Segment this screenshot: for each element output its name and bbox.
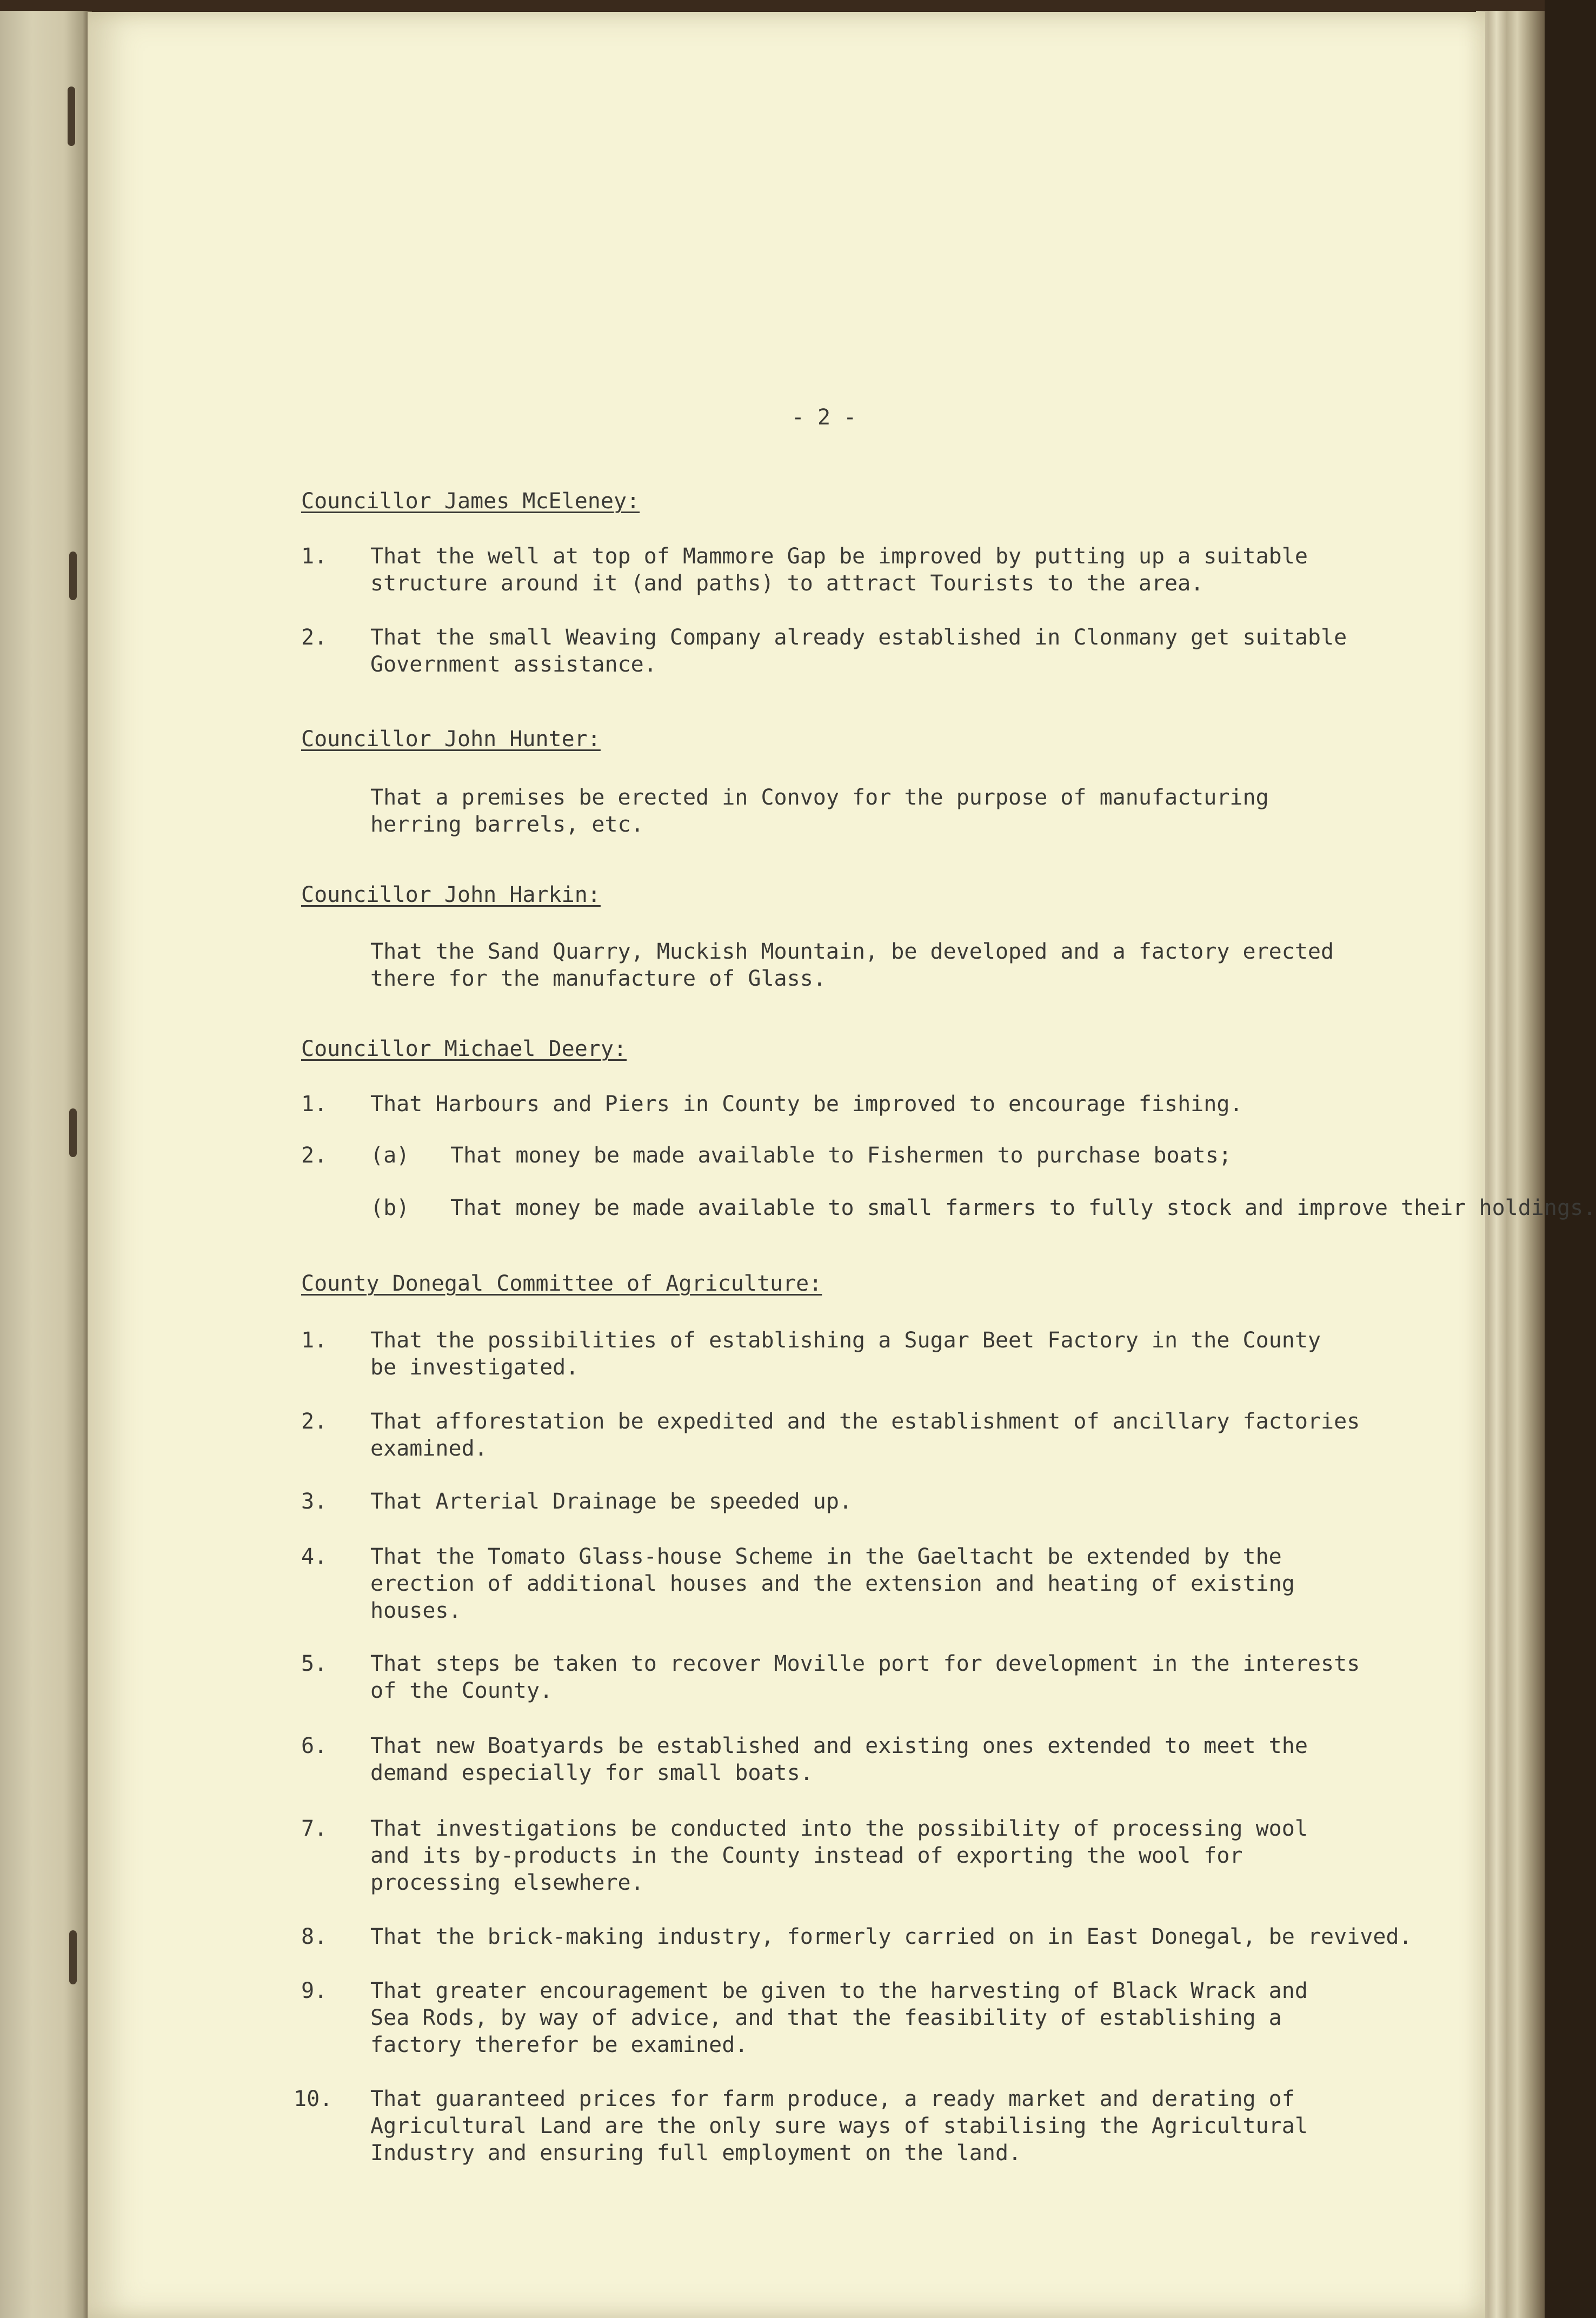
item-line: That Harbours and Piers in County be improved to encourage fishing. bbox=[370, 1092, 1243, 1117]
item-line: structure around it (and paths) to attract Tourists to the area. bbox=[370, 571, 1204, 596]
heading-councillor-deery: Councillor Michael Deery: bbox=[301, 1037, 627, 1061]
document-page bbox=[88, 12, 1596, 2318]
subitem-label: (b) bbox=[370, 1195, 410, 1220]
item-number: 6. bbox=[301, 1733, 328, 1758]
item-line: That Arterial Drainage be speeded up. bbox=[370, 1489, 853, 1514]
item-line: be investigated. bbox=[370, 1355, 579, 1380]
item-line: That money be made available to small farmers to fully stock and bbox=[450, 1195, 1284, 1220]
harkin-text bbox=[370, 938, 1334, 992]
subitem-label: (a) bbox=[370, 1143, 410, 1168]
heading-councillor-mceleney: Councillor James McEleney: bbox=[301, 489, 640, 514]
text-line: there for the manufacture of Glass. bbox=[370, 966, 826, 991]
item-number: 5. bbox=[301, 1651, 328, 1676]
item-line: and its by-products in the County instead of exporting the wool for bbox=[370, 1843, 1243, 1868]
item-number: 2. bbox=[301, 1409, 328, 1434]
hunter-text bbox=[370, 784, 1269, 838]
item-number: 3. bbox=[301, 1489, 328, 1514]
item-line: That steps be taken to recover Moville port for development in the interests bbox=[370, 1651, 1360, 1676]
item-line: examined. bbox=[370, 1436, 488, 1461]
item-line: That guaranteed prices for farm produce, a ready market and derating of bbox=[370, 2087, 1295, 2111]
item-line: That the possibilities of establishing a Sugar Beet Factory in the County bbox=[370, 1328, 1321, 1353]
item-line: Government assistance. bbox=[370, 652, 657, 677]
page-number: - 2 - bbox=[791, 405, 857, 430]
item-number: 8. bbox=[301, 1924, 328, 1949]
heading-committee-of-agriculture: County Donegal Committee of Agriculture: bbox=[301, 1271, 822, 1296]
item-line: That the brick-making industry, formerly carried on in East Donegal, be revived. bbox=[370, 1924, 1412, 1949]
item-line: That the Tomato Glass-house Scheme in the Gaeltacht be extended by the bbox=[370, 1544, 1282, 1569]
item-line: Industry and ensuring full employment on the land. bbox=[370, 2141, 1022, 2166]
item-line: That the small Weaving Company already established in Clonmany get suitable bbox=[370, 625, 1347, 650]
text-line: That the Sand Quarry, Muckish Mountain, be developed and a factory erected bbox=[370, 939, 1334, 964]
item-number: 2. bbox=[301, 625, 328, 650]
item-number: 2. bbox=[301, 1143, 328, 1168]
item-number: 1. bbox=[301, 1092, 328, 1117]
item-line: factory therefor be examined. bbox=[370, 2033, 748, 2057]
item-number: 1. bbox=[301, 544, 328, 569]
item-line: That new Boatyards be established and existing ones extended to meet the bbox=[370, 1733, 1308, 1758]
text-line: herring barrels, etc. bbox=[370, 812, 644, 837]
text-line: That a premises be erected in Convoy for the purpose of manufacturing bbox=[370, 785, 1269, 810]
item-number: 9. bbox=[301, 1978, 328, 2003]
page-stack-edge bbox=[1476, 11, 1545, 2318]
heading-councillor-harkin: Councillor John Harkin: bbox=[301, 882, 601, 907]
item-number: 4. bbox=[301, 1544, 328, 1569]
item-number: 7. bbox=[301, 1816, 328, 1841]
heading-councillor-hunter: Councillor John Hunter: bbox=[301, 727, 601, 752]
item-line: houses. bbox=[370, 1598, 462, 1623]
item-line: That afforestation be expedited and the establishment of ancillary factories bbox=[370, 1409, 1360, 1434]
item-line: That investigations be conducted into the possibility of processing wool bbox=[370, 1816, 1308, 1841]
item-line: Sea Rods, by way of advice, and that the feasibility of establishing a bbox=[370, 2005, 1282, 2030]
item-line: processing elsewhere. bbox=[370, 1870, 644, 1895]
facing-page-edge bbox=[0, 11, 92, 2318]
item-line: demand especially for small boats. bbox=[370, 1761, 813, 1785]
item-line: improve their holdings. bbox=[1296, 1195, 1596, 1220]
item-line: That money be made available to Fishermen to purchase boats; bbox=[450, 1143, 1232, 1168]
item-line: of the County. bbox=[370, 1678, 553, 1703]
item-line: erection of additional houses and the extension and heating of existing bbox=[370, 1571, 1295, 1596]
item-line: That greater encouragement be given to the harvesting of Black Wrack and bbox=[370, 1978, 1308, 2003]
item-line: That the well at top of Mammore Gap be improved by putting up a suitable bbox=[370, 544, 1308, 569]
item-number: 1. bbox=[301, 1328, 328, 1353]
item-number: 10. bbox=[294, 2087, 333, 2111]
item-line: Agricultural Land are the only sure ways of stabilising the Agricultural bbox=[370, 2114, 1308, 2138]
